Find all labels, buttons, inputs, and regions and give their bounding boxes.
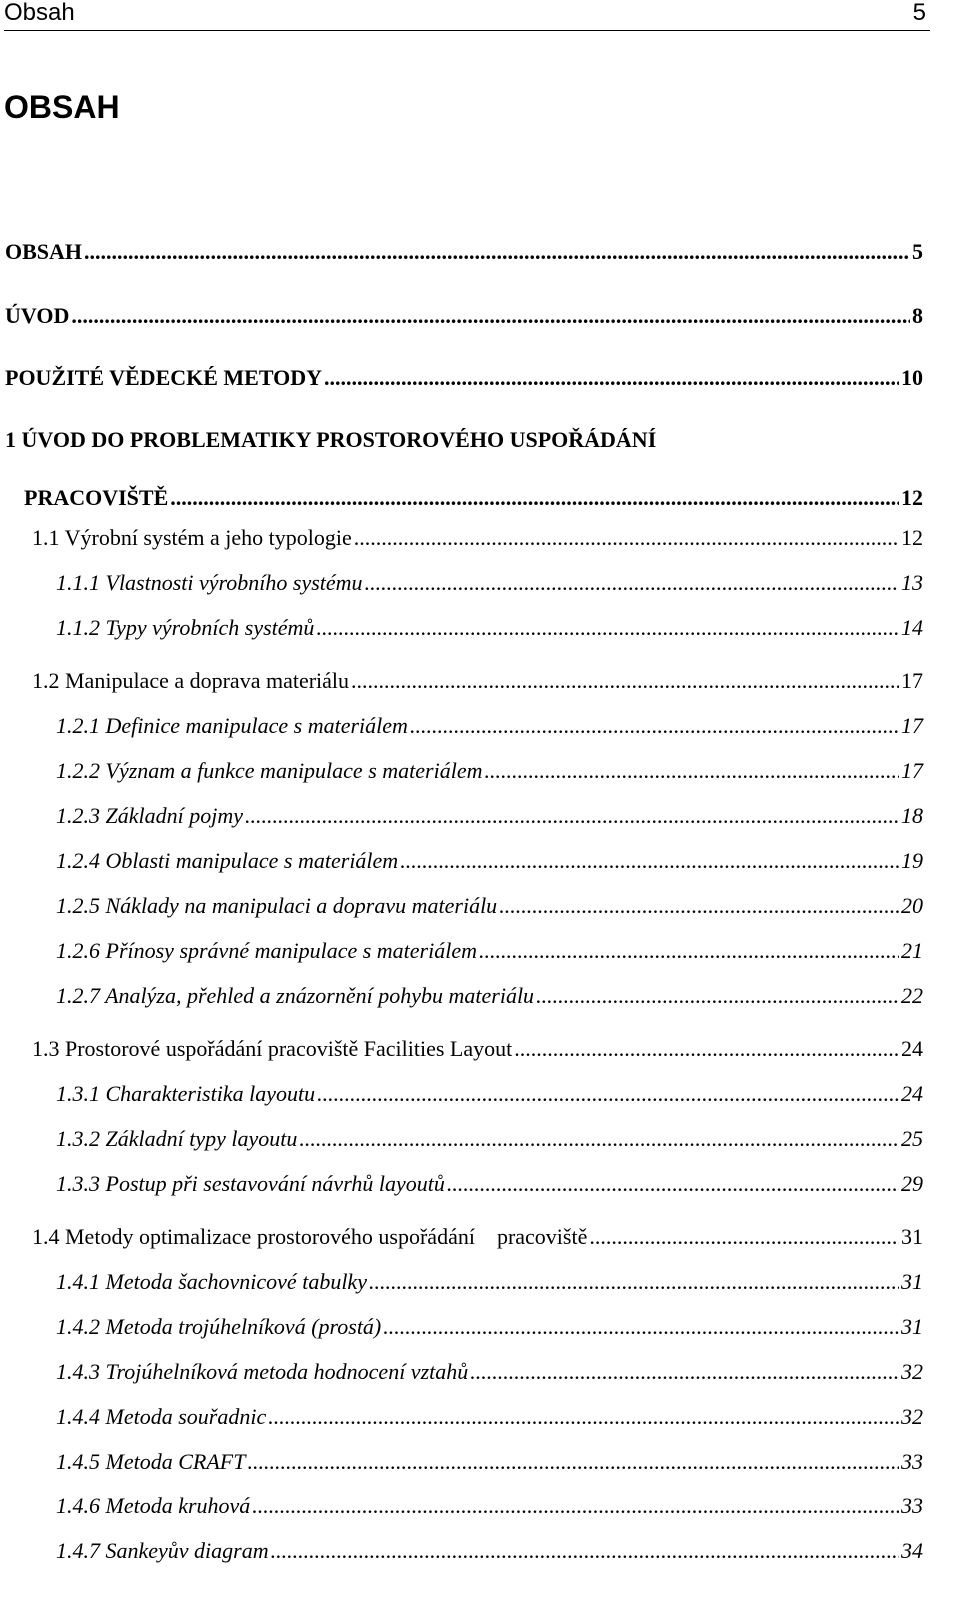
toc-entry-1-1-1[interactable] [56,568,923,598]
toc-entry-label: 1.4.5 Metoda CRAFT [56,1449,246,1474]
toc-leader-dots [410,711,899,741]
toc-leader-dots [84,237,910,267]
toc-entry-1-3-2[interactable] [56,1124,923,1154]
toc-leader-dots [447,1169,899,1199]
toc-entry-page: 8 [912,303,923,328]
toc-leader-dots [589,1222,899,1252]
toc-leader-dots [247,1447,899,1477]
toc-entry-page: 32 [901,1404,923,1429]
toc-leader-dots [514,1034,899,1064]
toc-leader-dots [536,981,899,1011]
toc-entry-label: 1.2.3 Základní pojmy [56,803,243,828]
toc-entry-chapter-1[interactable] [5,425,923,513]
toc-entry-1-3[interactable] [32,1034,923,1064]
toc-entry-label: 1.2 Manipulace a doprava materiálu [32,668,350,693]
toc-entry-label: 1.4.2 Metoda trojúhelníková (prostá) [56,1314,382,1339]
toc-entry-page: 5 [912,239,923,264]
toc-entry-page: 33 [901,1449,923,1474]
toc-leader-dots [400,846,899,876]
toc-entry-label: 1.4.4 Metoda souřadnic [56,1404,267,1429]
toc-entry-label: 1.3.2 Základní typy layoutu [56,1126,298,1151]
toc-entry-page: 21 [901,938,923,963]
toc-entry-page: 31 [901,1224,923,1249]
running-header-page-number: 5 [912,0,926,26]
toc-entry-label: 1.3.3 Postup při sestavování návrhů layoutů [56,1171,445,1196]
toc-entry-page: 13 [901,570,923,595]
toc-entry-label: ÚVOD [5,303,70,328]
toc-entry-1-2-6[interactable] [56,936,923,966]
toc-entry-page: 14 [901,615,923,640]
toc-leader-dots [369,1267,899,1297]
toc-entry-page: 31 [901,1269,923,1294]
toc-leader-dots [479,936,899,966]
toc-entry-label: 1 ÚVOD DO PROBLEMATIKY PROSTOROVÉHO USPOŘÁDÁNÍ [5,427,657,452]
toc-entry-page: 17 [901,758,923,783]
toc-entry-label: POUŽITÉ VĚDECKÉ METODY [5,365,323,390]
running-header-title: Obsah [4,0,75,26]
toc-entry-page: 22 [901,983,923,1008]
toc-entry-label: 1.2.1 Definice manipulace s materiálem [56,713,408,738]
toc-leader-dots [484,756,899,786]
toc-entry-label: 1.2.2 Význam a funkce manipulace s materiálem [56,758,483,783]
toc-entry-label: 1.4 Metody optimalizace prostorového uspořádání pracoviště [32,1224,588,1249]
toc-entry-obsah[interactable] [5,237,923,267]
toc-entry-page: 12 [901,485,923,510]
toc-entry-page: 24 [901,1081,923,1106]
toc-entry-1-4-3[interactable] [56,1357,923,1387]
toc-leader-dots [245,801,899,831]
toc-entry-page: 33 [901,1493,923,1518]
toc-leader-dots [316,613,899,643]
toc-leader-dots [299,1124,899,1154]
toc-leader-dots [470,1357,899,1387]
toc-entry-page: 34 [901,1538,923,1563]
toc-entry-page: 17 [901,713,923,738]
toc-entry-label: 1.4.1 Metoda šachovnicové tabulky [56,1269,367,1294]
toc-entry-label: 1.2.5 Náklady na manipulaci a dopravu materiálu [56,893,498,918]
toc-entry-uvod[interactable] [5,301,923,331]
toc-entry-page: 19 [901,848,923,873]
toc-entry-label: 1.3.1 Charakteristika layoutu [56,1081,316,1106]
toc-entry-page: 24 [901,1036,923,1061]
toc-entry-1-2-3[interactable] [56,801,923,831]
toc-entry-page: 32 [901,1359,923,1384]
toc-entry-1-2-1[interactable] [56,711,923,741]
toc-entry-1-3-3[interactable] [56,1169,923,1199]
toc-entry-label: 1.3 Prostorové uspořádání pracoviště Facilities Layout [32,1036,513,1061]
toc-leader-dots [354,523,899,553]
toc-entry-label: 1.1.1 Vlastnosti výrobního systému [56,570,363,595]
toc-entry-label: 1.4.3 Trojúhelníková metoda hodnocení vztahů [56,1359,469,1384]
toc-entry-1-2-2[interactable] [56,756,923,786]
toc-leader-dots [317,1079,899,1109]
toc-leader-dots [271,1536,899,1566]
toc-leader-dots [499,891,899,921]
page-title: OBSAH [4,89,120,125]
toc-entry-1-2-7[interactable] [56,981,923,1011]
toc-entry-page: 25 [901,1126,923,1151]
toc-entry-label: 1.2.4 Oblasti manipulace s materiálem [56,848,399,873]
toc-entry-label: 1.4.6 Metoda kruhová [56,1493,251,1518]
toc-entry-label-continued: PRACOVIŠTĚ [24,485,169,510]
toc-entry-1-4-6[interactable] [56,1491,923,1521]
toc-entry-1-4-2[interactable] [56,1312,923,1342]
toc-entry-page: 20 [901,893,923,918]
toc-entry-1-4-5[interactable] [56,1447,923,1477]
toc-leader-dots [351,666,899,696]
toc-leader-dots [252,1491,899,1521]
toc-leader-dots [268,1402,899,1432]
toc-leader-dots [71,301,910,331]
toc-leader-dots [383,1312,899,1342]
toc-entry-1-3-1[interactable] [56,1079,923,1109]
toc-entry-label: 1.4.7 Sankeyův diagram [56,1538,269,1563]
toc-entry-page: 10 [901,365,923,390]
toc-entry-page: 17 [901,668,923,693]
toc-entry-label: 1.2.7 Analýza, přehled a znázornění pohybu materiálu [56,983,535,1008]
toc-entry-label: 1.1.2 Typy výrobních systémů [56,615,315,640]
toc-entry-1-4[interactable] [32,1222,923,1252]
toc-entry-1-2[interactable] [32,666,923,696]
toc-entry-1-4-4[interactable] [56,1402,923,1432]
toc-entry-page: 18 [901,803,923,828]
toc-entry-page: 12 [901,525,923,550]
toc-leader-dots [324,363,899,393]
toc-leader-dots [170,483,899,513]
toc-entry-1-2-5[interactable] [56,891,923,921]
toc-entry-1-2-4[interactable] [56,846,923,876]
toc-entry-label: 1.2.6 Přínosy správné manipulace s materiálem [56,938,477,963]
toc-entry-label: 1.1 Výrobní systém a jeho typologie [32,525,352,550]
toc-leader-dots [365,568,899,598]
toc-entry-1-4-1[interactable] [56,1267,923,1297]
toc-entry-1-4-7[interactable] [56,1536,923,1566]
toc-entry-pouzite-vedecke-metody[interactable] [5,363,923,393]
toc-entry-page: 29 [901,1171,923,1196]
toc-entry-1-1[interactable] [32,523,923,553]
toc-entry-page: 31 [901,1314,923,1339]
running-header [4,0,930,31]
toc-entry-label: OBSAH [5,239,83,264]
toc-entry-1-1-2[interactable] [56,613,923,643]
